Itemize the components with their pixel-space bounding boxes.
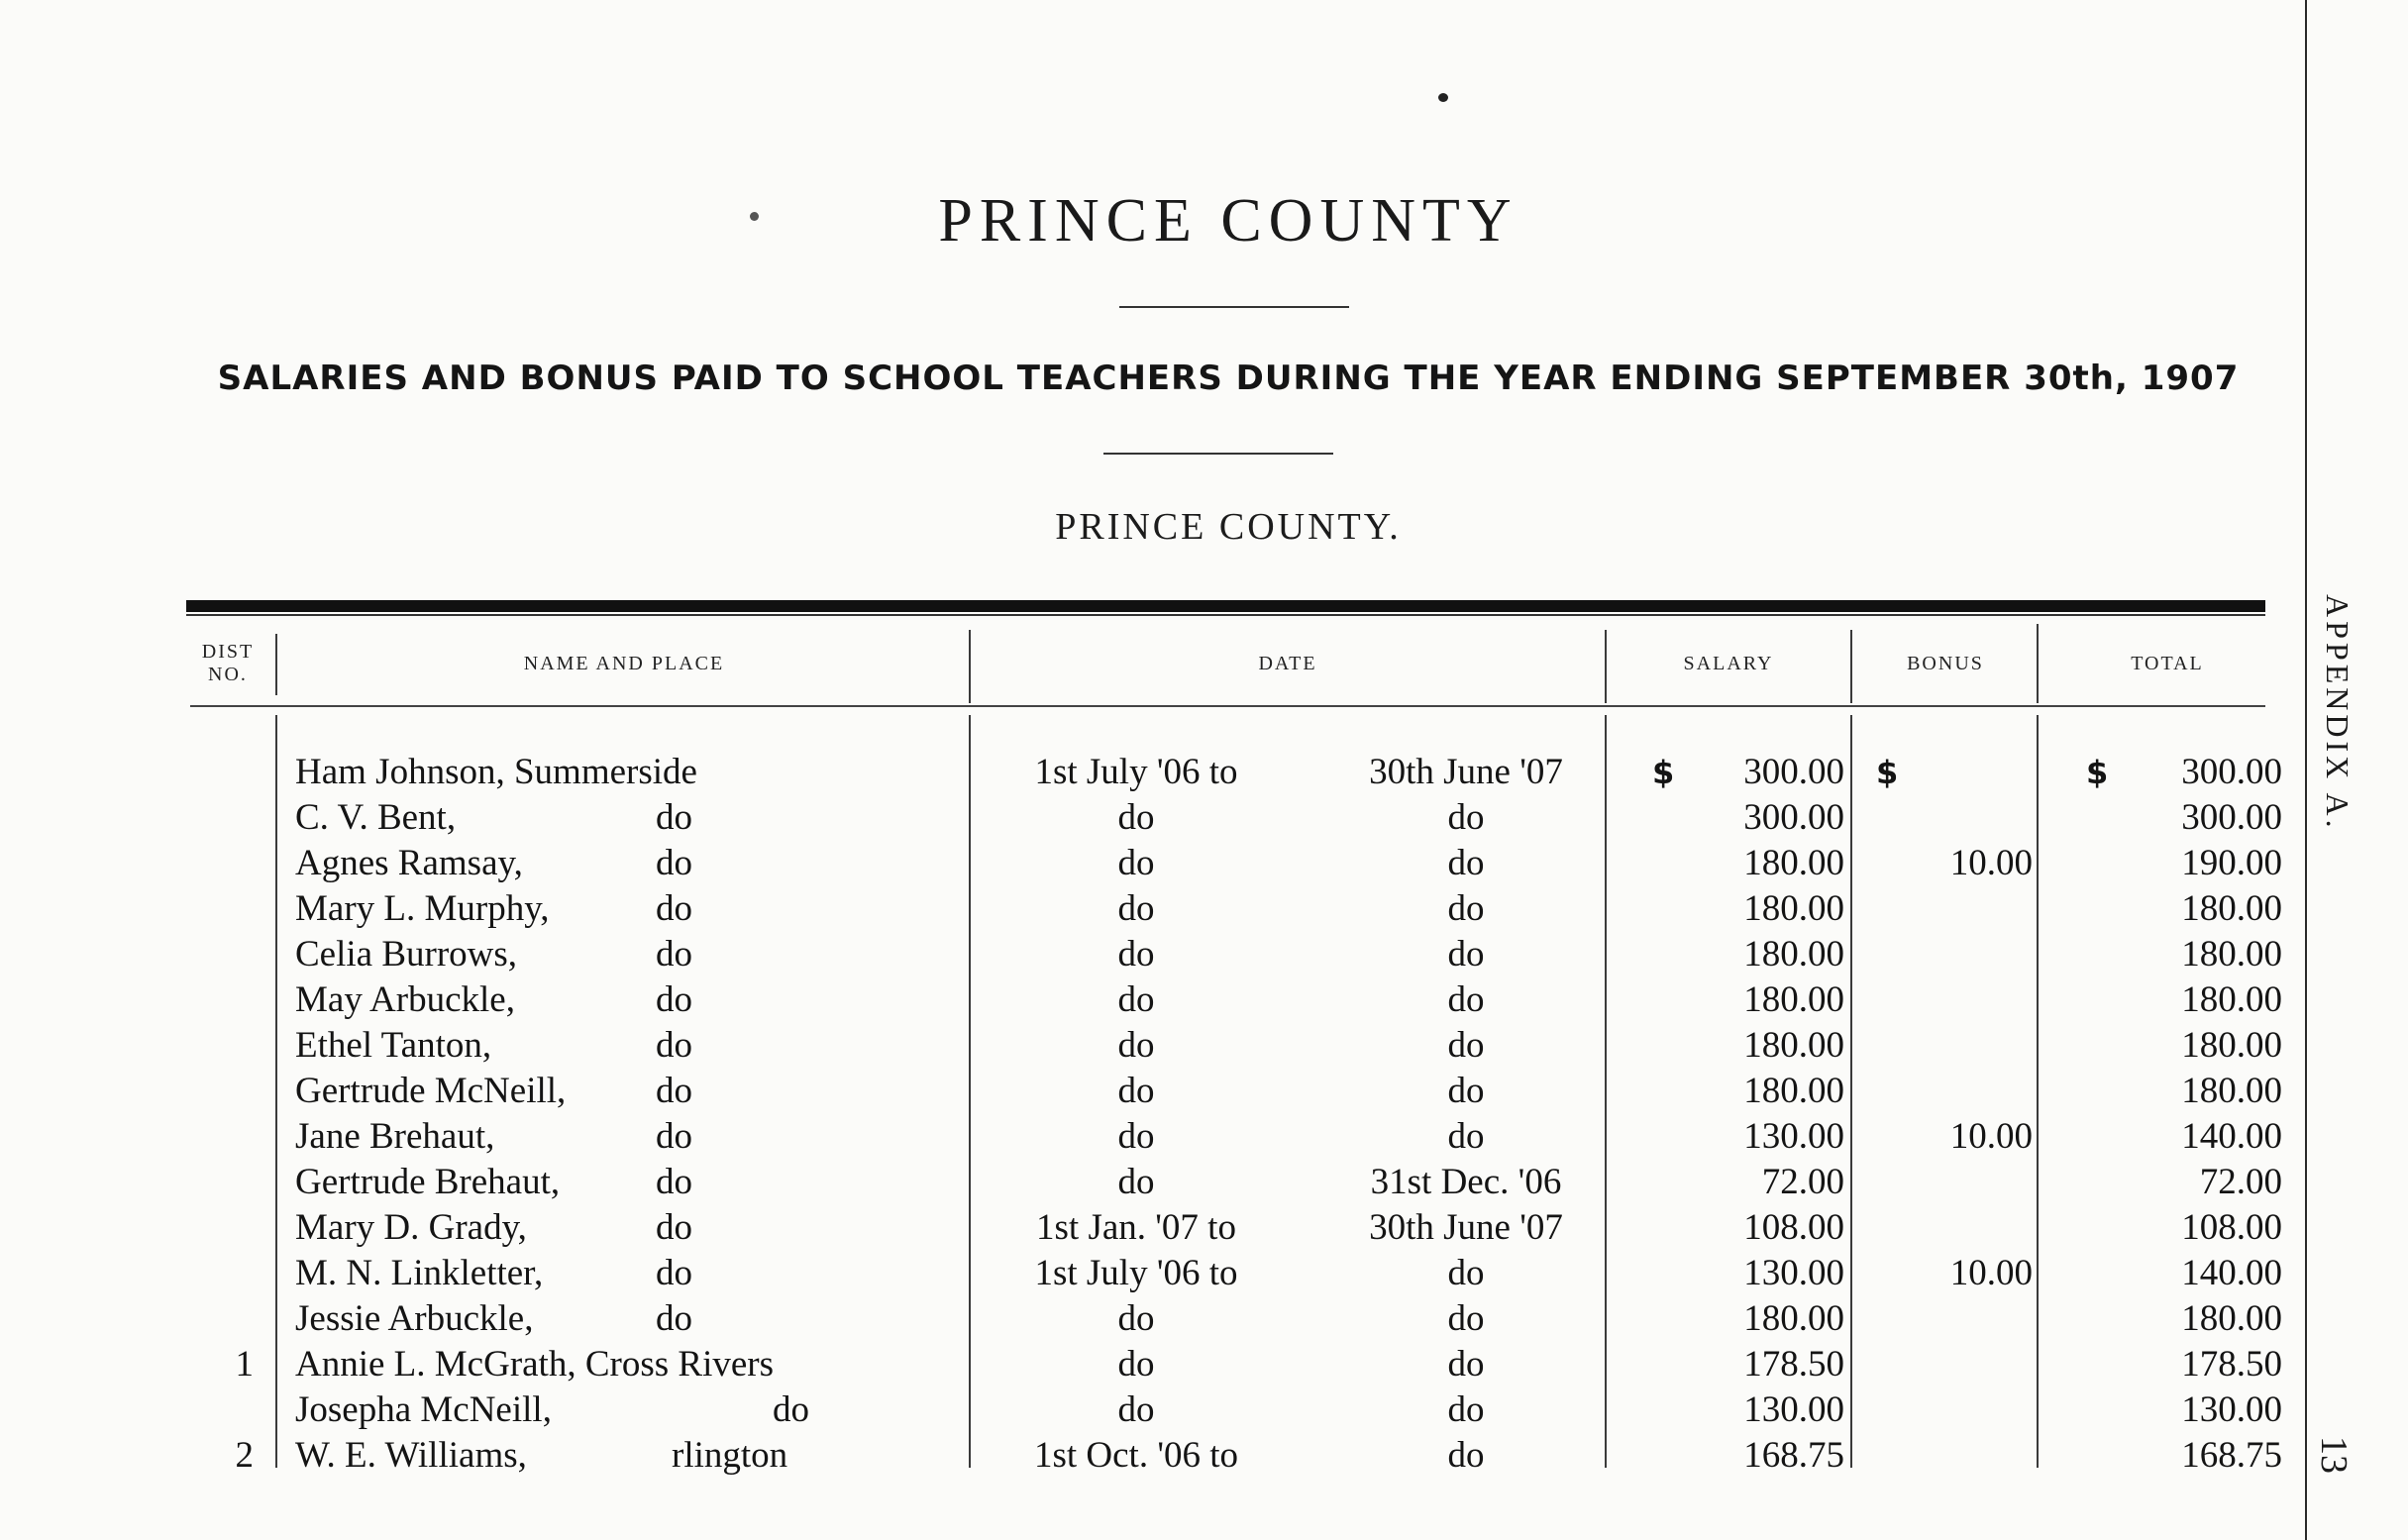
row-salary: 300.00 [1743, 752, 1844, 792]
row-date-from: do [1117, 843, 1155, 883]
row-teacher-name: Ham Johnson, Summerside [295, 752, 697, 792]
table-row [0, 841, 2408, 886]
row-teacher-name: Josepha McNeill, [295, 1389, 552, 1430]
table-row [0, 1069, 2408, 1114]
row-teacher-name: C. V. Bent, [295, 797, 457, 838]
table-row [0, 1251, 2408, 1296]
table-top-thick-rule [186, 600, 2265, 612]
row-teacher-name: Annie L. McGrath, Cross Rivers [295, 1344, 774, 1385]
row-salary: 180.00 [1743, 1298, 1844, 1339]
row-teacher-name: Mary D. Grady, [295, 1207, 527, 1248]
table-row [0, 1114, 2408, 1160]
row-teacher-name: Jessie Arbuckle, [295, 1298, 534, 1339]
row-bonus: 10.00 [1949, 1253, 2033, 1293]
table-row [0, 932, 2408, 977]
row-salary: 72.00 [1761, 1162, 1844, 1202]
row-date-from: do [1117, 1025, 1155, 1066]
row-date-from: do [1117, 1162, 1155, 1202]
page-edge-rule [2305, 0, 2307, 1540]
row-date-from: do [1117, 1071, 1155, 1111]
row-date-from: do [1117, 1116, 1155, 1157]
row-total: 180.00 [2181, 1071, 2282, 1111]
row-total: 168.75 [2181, 1435, 2282, 1476]
row-salary: 300.00 [1743, 797, 1844, 838]
row-place: do [773, 1389, 809, 1430]
page-subtitle: SALARIES AND BONUS PAID TO SCHOOL TEACHERS DURING THE YEAR ENDING SEPTEMBER 30th, 1907 [217, 359, 2240, 398]
row-salary: 130.00 [1743, 1253, 1844, 1293]
row-teacher-name: M. N. Linkletter, [295, 1253, 544, 1293]
table-row [0, 1023, 2408, 1069]
ink-speck [1438, 93, 1448, 102]
row-total: 190.00 [2181, 843, 2282, 883]
row-dist-no: 1 [235, 1344, 254, 1385]
row-salary: 130.00 [1743, 1389, 1844, 1430]
row-place: do [656, 1025, 692, 1066]
row-date-to: do [1447, 1025, 1485, 1066]
row-salary: 178.50 [1743, 1344, 1844, 1385]
title-divider [1119, 306, 1349, 308]
row-date-from: do [1117, 1389, 1155, 1430]
row-place: do [656, 1253, 692, 1293]
column-divider [969, 630, 971, 703]
row-date-to: do [1447, 888, 1485, 929]
row-date-from: do [1117, 979, 1155, 1020]
table-row [0, 977, 2408, 1023]
row-teacher-name: Mary L. Murphy, [295, 888, 550, 929]
row-teacher-name: Celia Burrows, [295, 934, 518, 975]
row-teacher-name: Ethel Tanton, [295, 1025, 492, 1066]
row-date-to: do [1447, 1116, 1485, 1157]
table-row [0, 886, 2408, 932]
row-date-to: do [1447, 1071, 1485, 1111]
table-row [0, 1387, 2408, 1433]
row-date-to: do [1447, 934, 1485, 975]
row-place: do [656, 888, 692, 929]
row-total: 180.00 [2181, 1025, 2282, 1066]
row-teacher-name: W. E. Williams, [295, 1435, 527, 1476]
header-bottom-rule [190, 705, 2265, 707]
row-date-to: do [1447, 843, 1485, 883]
row-salary: 168.75 [1743, 1435, 1844, 1476]
row-total: 180.00 [2181, 888, 2282, 929]
row-date-to: do [1447, 1435, 1485, 1476]
row-dist-no: 2 [235, 1435, 254, 1476]
row-place: do [656, 934, 692, 975]
subtitle-divider [1103, 453, 1333, 455]
row-salary: 108.00 [1743, 1207, 1844, 1248]
row-date-to: do [1447, 1298, 1485, 1339]
row-total: 72.00 [2199, 1162, 2282, 1202]
row-total: 180.00 [2181, 934, 2282, 975]
table-row [0, 1205, 2408, 1251]
row-place: do [656, 979, 692, 1020]
row-date-to: 31st Dec. '06 [1370, 1162, 1562, 1202]
row-salary: 180.00 [1743, 1025, 1844, 1066]
row-date-from: 1st July '06 to [1034, 752, 1238, 792]
table-row [0, 795, 2408, 841]
row-total: 300.00 [2181, 752, 2282, 792]
column-divider [1850, 630, 1852, 703]
row-total: 140.00 [2181, 1253, 2282, 1293]
row-total: 178.50 [2181, 1344, 2282, 1385]
row-bonus: 10.00 [1949, 843, 2033, 883]
row-place: do [656, 1162, 692, 1202]
page-number: 13 [2313, 1436, 2355, 1474]
row-place: do [656, 1071, 692, 1111]
row-total: 140.00 [2181, 1116, 2282, 1157]
table-row [0, 1296, 2408, 1342]
row-teacher-name: Agnes Ramsay, [295, 843, 523, 883]
row-total: 130.00 [2181, 1389, 2282, 1430]
row-date-from: do [1117, 1298, 1155, 1339]
row-salary: 180.00 [1743, 888, 1844, 929]
row-teacher-name: May Arbuckle, [295, 979, 515, 1020]
row-total: 180.00 [2181, 979, 2282, 1020]
column-divider [1605, 630, 1607, 703]
row-total: 180.00 [2181, 1298, 2282, 1339]
table-top-thin-rule [186, 614, 2265, 616]
row-date-from: 1st Oct. '06 to [1033, 1435, 1239, 1476]
header-total: TOTAL [2131, 652, 2204, 674]
row-teacher-name: Gertrude McNeill, [295, 1071, 567, 1111]
row-salary: 180.00 [1743, 934, 1844, 975]
row-place: do [656, 843, 692, 883]
row-date-from: do [1117, 934, 1155, 975]
row-total: 300.00 [2181, 797, 2282, 838]
row-date-to: do [1447, 797, 1485, 838]
row-date-from: do [1117, 1344, 1155, 1385]
header-dist-no: DIST NO. [201, 641, 255, 685]
row-date-to: 30th June '07 [1369, 752, 1563, 792]
column-divider [2037, 624, 2039, 703]
total-dollar-sign: $ [2086, 754, 2109, 791]
row-date-from: do [1117, 888, 1155, 929]
header-bonus: BONUS [1907, 652, 1984, 674]
row-place: do [656, 1207, 692, 1248]
row-date-to: do [1447, 979, 1485, 1020]
table-row [0, 1160, 2408, 1205]
appendix-label: APPENDIX A. [2320, 594, 2356, 832]
bonus-dollar-sign: $ [1876, 754, 1899, 791]
table-row [0, 1433, 2408, 1479]
table-row [0, 750, 2408, 795]
row-place: do [656, 1116, 692, 1157]
page-title: PRINCE COUNTY [938, 187, 1518, 255]
row-teacher-name: Gertrude Brehaut, [295, 1162, 561, 1202]
row-salary: 180.00 [1743, 979, 1844, 1020]
row-total: 108.00 [2181, 1207, 2282, 1248]
row-date-to: 30th June '07 [1369, 1207, 1563, 1248]
row-salary: 180.00 [1743, 1071, 1844, 1111]
row-place: do [656, 1298, 692, 1339]
row-salary: 180.00 [1743, 843, 1844, 883]
row-place: rlington [672, 1435, 788, 1476]
row-bonus: 10.00 [1949, 1116, 2033, 1157]
header-date: DATE [1258, 652, 1317, 674]
table-row [0, 1342, 2408, 1387]
row-salary: 130.00 [1743, 1116, 1844, 1157]
row-date-to: do [1447, 1344, 1485, 1385]
row-date-from: do [1117, 797, 1155, 838]
row-place: do [656, 797, 692, 838]
header-salary: SALARY [1683, 652, 1774, 674]
salary-dollar-sign: $ [1652, 754, 1675, 791]
row-date-from: 1st July '06 to [1034, 1253, 1238, 1293]
county-heading: PRINCE COUNTY. [1055, 506, 1402, 548]
header-name-and-place: NAME AND PLACE [523, 652, 725, 674]
row-teacher-name: Jane Brehaut, [295, 1116, 495, 1157]
column-divider [275, 634, 277, 695]
row-date-to: do [1447, 1389, 1485, 1430]
row-date-from: 1st Jan. '07 to [1036, 1207, 1236, 1248]
row-date-to: do [1447, 1253, 1485, 1293]
